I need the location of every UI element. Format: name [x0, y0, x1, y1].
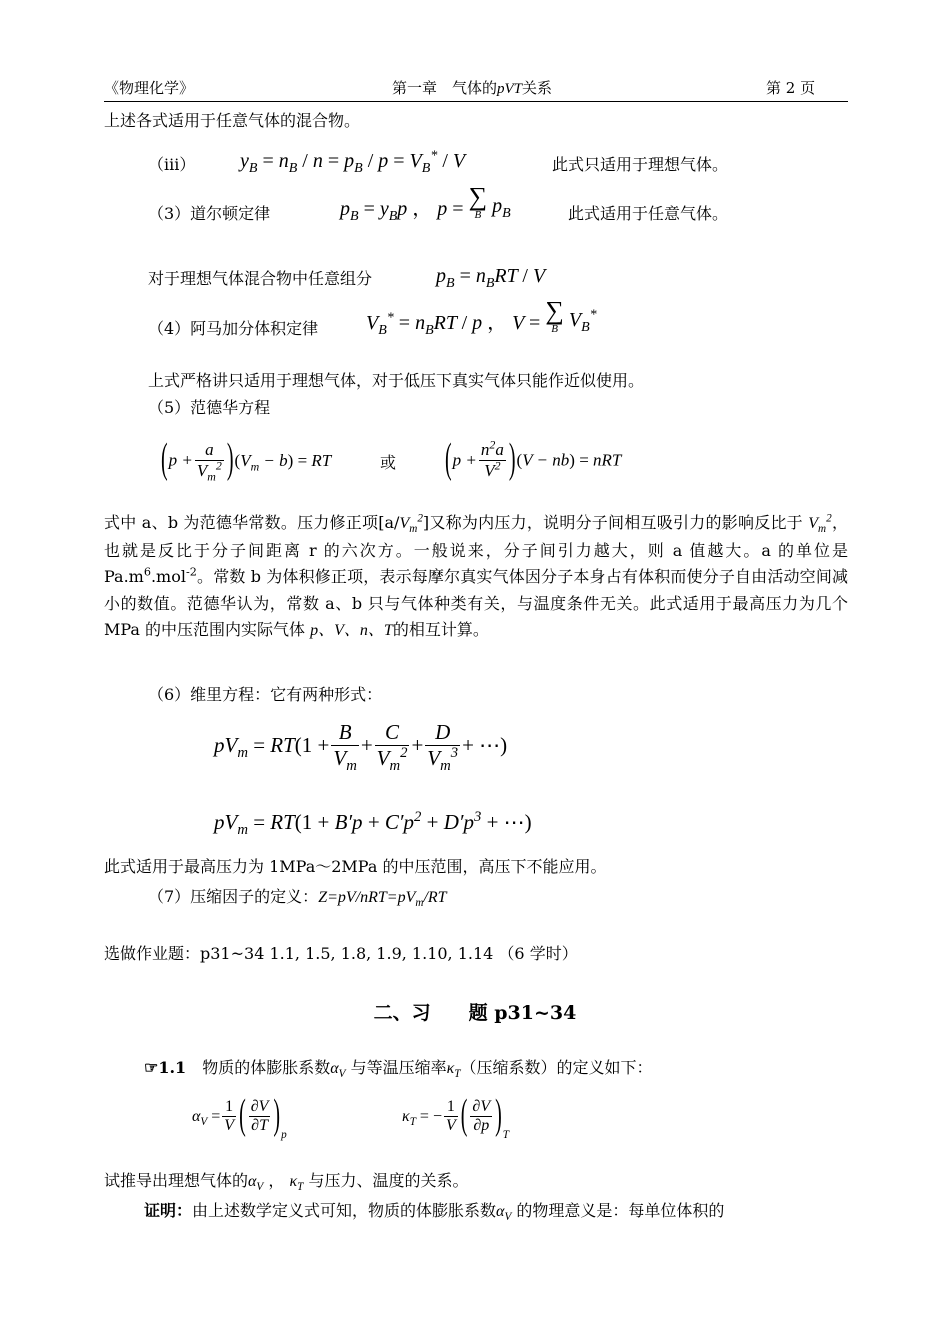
- vdw-vars: p、V、n、T: [310, 622, 393, 639]
- text-homework: 选做作业题：p31~34 1.1, 1.5, 1.8, 1.9, 1.10, 1.14 （6 学时）: [104, 944, 578, 963]
- paragraph-vdw-constants: 式中 a、b 为范德华常数。压力修正项$[a/V_m^2]$又称为内压力，说明分子间相互吸引力的影响反比于 $V_m^2$，也就是反比于分子间距离 r 的六次方。一般说来，分子间引力越大，则 a 值越大。a 的单位是 $Pa.m^6.mol^{-2}$。常数 b 为体积修正项，表示每摩尔真实气体因分子本身占有体积而使分子自由活动空间减小的数值。范德华认为，常数 a、b 只与气体种类有关，与温度条件无关。此式适用于最高压力为几个 MPa 的中压范围内实际气体 p、V、n、T的相互计算。: [104, 512, 848, 639]
- text-mixture-note: 上述各式适用于任意气体的混合物。: [104, 111, 361, 130]
- header-chapter: [392, 78, 552, 99]
- label-vdw: （5）范德华方程: [148, 398, 271, 417]
- note-virial: 此式适用于最高压力为 1MPa～2MPa 的中压范围，高压下不能应用。: [104, 857, 607, 876]
- proof-text-a: 由上述数学定义式可知，物质的体膨胀系数: [192, 1201, 497, 1220]
- vdw-text-5: 。常数 b 为体积修正项，表示每摩尔真实气体因分子本身占有体积而使分子自由活动空间减小的数值。范德华认为，常数 a、b 只与气体种类有关，与温度条件无关。此式适用于最高压力为几个 MPa 的中压范围内实际气体: [104, 567, 848, 639]
- vdw-text-1: 式中 a、b 为范德华常数。压力修正项[a/: [104, 513, 400, 532]
- label-compressibility: （7）压缩因子的定义：$Z=pV/nRT=pV_m/RT$: [148, 887, 447, 910]
- vdw-text-4: .mol: [150, 567, 186, 586]
- equation-vdw-molar: (p + $\frac{a}{V_m^2}$ )$(V_m - b)$ = RT: [161, 436, 332, 484]
- derive-text-b: ，: [268, 1171, 285, 1190]
- problem-derive: 试推导出理想气体的$\alpha_V$ ， $\kappa_T$ 与压力、温度的关系。: [104, 1171, 469, 1194]
- proof-label: 证明：: [144, 1201, 193, 1220]
- header-page-number: 第 2 页: [766, 79, 816, 97]
- proof-text-b: 的物理意义是：每单位体积的: [516, 1201, 725, 1220]
- label-amagat: （4）阿马加分体积定律: [148, 319, 319, 338]
- problem-statement: ☞1.1 物质的体膨胀系数$\alpha_V$ 与等温压缩率$\kappa_T$（压缩系数）的定义如下：: [144, 1058, 653, 1081]
- equation-dalton: $p_B = y_Bp$ ， p = ∑ B $p_B$: [340, 182, 511, 224]
- text-ideal-component: 对于理想气体混合物中任意组分: [148, 269, 373, 288]
- equation-vdw-total: (p + $\frac{n^2a}{V^2}$ )(V − nb) = nRT: [445, 436, 622, 483]
- problem-text-c: （压缩系数）的定义如下：: [460, 1058, 653, 1077]
- vdw-exp-m2: -2: [185, 565, 197, 579]
- equation-kappa-def: $\kappa_T$ = − $\frac{1}{V}$ ( $\frac{\partial V}{\partial p}$ )$_T$: [402, 1092, 510, 1142]
- header-chapter-text: 第一章 气体的: [392, 79, 498, 97]
- problem-text-a: 物质的体膨胀系数: [202, 1058, 331, 1077]
- equation-alpha-def: $\alpha_V$ = $\frac{1}{V}$ ( $\frac{\partial V}{\partial T}$ )$_p$: [192, 1092, 287, 1142]
- vdw-text-6: 的相互计算。: [392, 620, 489, 639]
- equation-iii: $y_B = n_B / n = p_B / p = V_B^* / V$: [240, 148, 466, 176]
- derive-text-a: 试推导出理想气体的: [104, 1171, 249, 1190]
- label-iii: （iii）: [148, 155, 196, 174]
- header-chapter-pvt: pVT: [497, 81, 523, 97]
- note-dalton: 此式适用于任意气体。: [568, 204, 729, 223]
- vdw-exp-6: 6: [143, 565, 151, 579]
- label-virial: （6）维里方程：它有两种形式：: [148, 685, 383, 704]
- proof-line: 证明：由上述数学定义式可知，物质的体膨胀系数$\alpha_V$ 的物理意义是：每单位体积的: [144, 1201, 725, 1224]
- header-book-title: 《物理化学》: [104, 79, 195, 97]
- equation-amagat: $V_B^* = n_BRT / p$ ， V = ∑ B $V_B^*$: [366, 296, 597, 338]
- header-rule: [104, 101, 848, 102]
- header-chapter-tail: 关系: [522, 79, 553, 97]
- equation-virial-volume: $pV_m = RT(1$ + $\frac{B}{V_m}$ + $\frac{C}{V_m^2}$ + $\frac{D}{V_m^3}$ + ⋯): [214, 720, 508, 775]
- note-amagat: 上式严格讲只适用于理想气体，对于低压下真实气体只能作近似使用。: [148, 371, 645, 390]
- equation-partial-pressure: $p_B = n_BRT / V$: [436, 265, 546, 291]
- equation-virial-pressure: $pV_m = RT(1 + B'p + C'p^2 + D'p^3$ + ⋯): [214, 809, 532, 839]
- label-dalton: （3）道尔顿定律: [148, 204, 271, 223]
- vdw-text-3: ，也就是反比于分子间距离 r 的六次方。一般说来，分子间引力越大，则 a 值越大。a 的单位是 Pa.m: [104, 513, 848, 586]
- section-title: 二、习 题 p31~34: [373, 1002, 577, 1024]
- problem-text-b: 与等温压缩率: [350, 1058, 447, 1077]
- text-or: 或: [380, 453, 397, 472]
- vdw-text-2: ]又称为内压力，说明分子间相互吸引力的影响反比于: [422, 513, 803, 532]
- note-iii: 此式只适用于理想气体。: [552, 155, 729, 174]
- z-label-text: （7）压缩因子的定义：: [148, 887, 319, 906]
- problem-number: ☞1.1: [144, 1058, 187, 1077]
- derive-text-c: 与压力、温度的关系。: [308, 1171, 469, 1190]
